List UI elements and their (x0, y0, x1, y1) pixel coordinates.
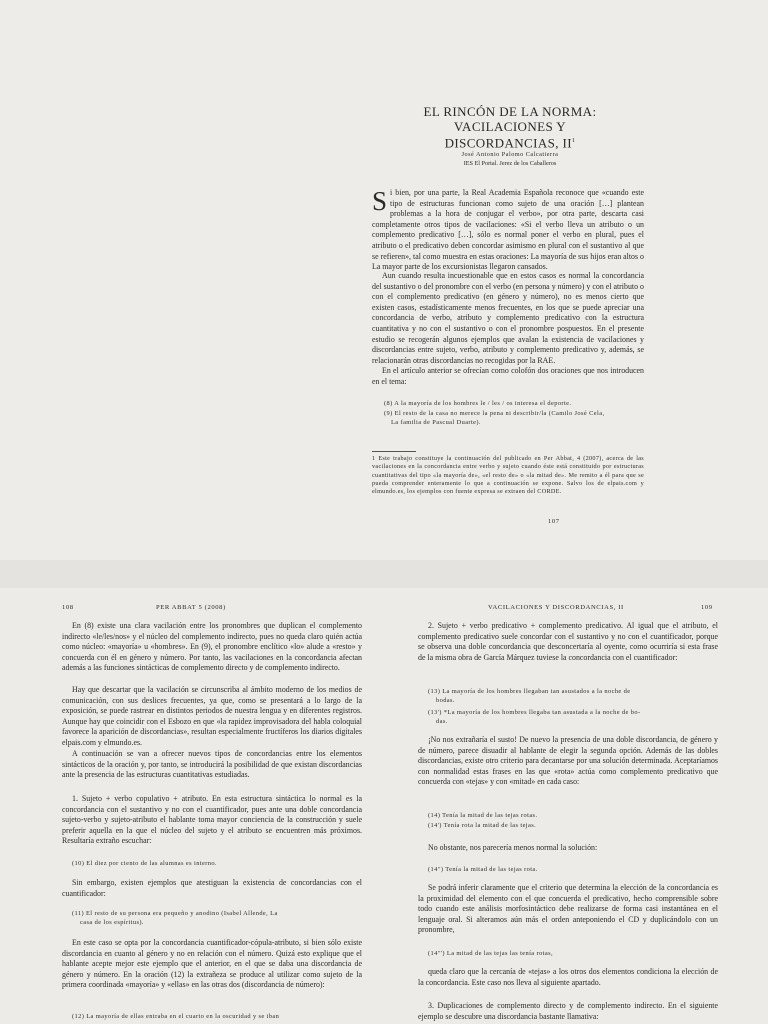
left-paragraph-5: Sin embargo, existen ejemplos que atestiguan la existencia de concordancias con el cuantificador: (62, 878, 362, 898)
example-9-line-2: La familia de Pascual Duarte). (391, 419, 481, 426)
example-9 (384, 409, 644, 427)
left-paragraph-2: Hay que descartar que la vacilación se circunscriba al ámbito moderno de los medios de comunicación, con sus deslices frecuentes, ya que, como se presentará a lo largo de la exposición, se puede rastrear en distintos periodos de nuestra lengua y en diferentes registros. Aunque hay que coincidir con el Esbozo en que «la rapidez improvisadora del habla coloquial favorece la aparición de discordancias», resultan especialmente fructíferos los diarios digitales elpais.com y elmundo.es. (62, 685, 362, 747)
title-line-2: VACILACIONES Y DISCORDANCIAS, II (444, 119, 572, 151)
right-paragraph-3: No obstante, nos parecería menos normal la solución: (428, 843, 598, 852)
example-14-triple-prime: (14''') La mitad de las tejas las tenía rotas, (428, 950, 553, 957)
paragraph-2: Aun cuando resulta incuestionable que en estos casos es normal la concordancia del sustantivo o del pronombre con el verbo (en persona y número) y con el atributo o con el complemento predicativo (en género y número), no es menos cierto que existen casos, estadísticamente menos frecuentes, en los que se puede apreciar una concordancia de verbo, atributo y complemento predicativo con la estructura cuantitativa y no con el sustantivo o con el pronombre pospuestos. En el presente estudio se recogerán algunos ejemplos que avalan la existencia de vacilaciones y discordancias entre sujeto, verbo, atributo y complemento predicativo y, además, se relacionarán otras discordancias no recogidas por la RAE. (372, 271, 644, 365)
right-paragraph-4: Se podrá inferir claramente que el criterio que determina la elección de la concordancia es la proximidad del elemento con el que concuerda el predicativo, hecho comprensible sobre todo cuando este análisis morfosintáctico debe realizarse de forma casi instantánea en el lenguaje oral. Si alteramos aún más el orden anteponiendo el CD y duplicándolo con un pronombre, (418, 883, 718, 935)
footnote-1: 1 Este trabajo constituye la continuación del publicado en Per Abbat, 4 (2007), acerca de las vacilaciones en la concordancia entre verbo y sujeto cuando éste está constituido por estructuras cuantitativas del tipo «la mayoría de», «el resto de» o «la mitad de». Me remito a él para que se pueda comprender enteramente lo que a continuación se expone. Salvo los de elpais.com y elmundo.es, los ejemplos con fuente expresa se extraen del CORDE. (372, 455, 644, 496)
example-13-prime (428, 708, 718, 726)
intro-paragraph (372, 188, 644, 273)
drop-cap: S (372, 186, 388, 216)
example-9-line-1: (9) El resto de la casa no merece la pena ni describir/la (Camilo José Cela, (384, 410, 605, 417)
right-paragraph-5: queda claro que la cercanía de «tejas» a los otros dos elementos condiciona la elección de la concordancia. Este caso nos lleva al siguiente apartado. (418, 967, 718, 987)
left-paragraph-4: 1. Sujeto + verbo copulativo + atributo. En esta estructura sintáctica lo normal es la concordancia con el sustantivo y no con el cuantificador, pues ante una doble concordancia sujeto-verbo y sujeto-atributo el hablante toma mayor conciencia de la construcción y suele preferir aquella en la que el núcleo del sujeto y el atributo se encuentren más próximos. Resultaría extraño escuchar: (62, 794, 362, 846)
author-name: José Antonio Palomo Calcatierra (461, 151, 559, 158)
example-11-line-2: casa de los espíritus). (80, 919, 144, 926)
left-paragraph-3: A continuación se van a ofrecer nuevos tipos de concordancias entre los elementos sintácticos de la oración y, por tanto, se introducirá la posibilidad de que existan discordancias ante la presencia de las estructuras cuantitativas estudiadas. (62, 749, 362, 780)
example-10: (10) El diez por ciento de las alumnas es interno. (72, 860, 217, 867)
article-title (400, 104, 620, 150)
example-13 (428, 687, 718, 705)
example-14-double-prime: (14'') Tenía la mitad de las tejas rota. (428, 866, 538, 873)
example-13-prime-line-1: (13') *La mayoría de los hombres llegaba tan asustada a la noche de bo- (428, 709, 641, 716)
paragraph-3: En el artículo anterior se ofrecían como colofón dos oraciones que nos introducen en el tema: (372, 366, 644, 386)
example-13-line-1: (13) La mayoría de los hombres llegaban tan asustados a la noche de (428, 688, 631, 695)
right-paragraph-1: 2. Sujeto + verbo predicativo + complemento predicativo. Al igual que el atributo, el complemento predicativo suele concordar con el sustantivo y no con el cuantificador, porque se observa una doble concordancia que desconcertaría al oyente, como ocurriría si esta frase de la misma obra de García Márquez tuviese la concordancia con el cuantificador: (418, 621, 718, 662)
example-11 (72, 909, 362, 927)
left-paragraph-6: En este caso se opta por la concordancia cuantificador-cópula-atributo, si bien sólo existe discordancia en cuanto al género y no en relación con el número. Quizá esto explique que el hablante acepte mejor este ejemplo que el anterior, en el que se daba una discordancia de género y número. En la oración (12) la extrañeza se produce al utilizar como sujeto de la primera coordinada «mayoría» y «ellas» en las otras dos (discordancia de número): (62, 938, 362, 990)
example-8: (8) A la mayoría de los hombres le / les / os interesa el deporte. (384, 400, 572, 407)
example-12: (12) La mayoría de ellas entraba en el cuarto en la oscuridad y se iban (72, 1013, 280, 1020)
intro-paragraph-text: i bien, por una parte, la Real Academia Española reconoce que «cuando este tipo de estructuras funcionan como sujeto de una oración […] plantean problemas a la hora de conjugar el verbo», por otra parte, descarta casi completamente otros tipos de vacilaciones: «Si el verbo lleva un atributo o un complemento predicativo […], sólo es normal poner el verbo en plural, pues el atributo o el predicativo deben concordar asimismo en plural con el sustantivo al que se refieren», tal como muestra en estas oraciones: La mayoría de sus hijos eran altos o La mayor parte de los excursionistas llegaron cansados. (372, 188, 644, 272)
page-number-107: 107 (548, 518, 560, 525)
title-line-1: EL RINCÓN DE LA NORMA: (423, 104, 597, 119)
title-footnote-mark: 1 (572, 138, 576, 144)
author-affiliation: IES El Portal. Jerez de los Caballeros (463, 160, 557, 167)
left-paragraph-1: En (8) existe una clara vacilación entre los pronombres que duplican el complemento indirecto «le/les/nos» y el núcleo del complemento indirecto, pues no queda claro quién actúa como núcleo: «mayoría» u «hombres». En (9), el pronombre enclítico «lo» alude a «resto» y concuerda con él en género y número. Por tanto, las vacilaciones en la concordancia afectan además a las funciones sintácticas de complemento directo y de complemento indirecto. (62, 621, 362, 673)
example-14: (14) Tenía la mitad de las tejas rotas. (428, 812, 538, 819)
example-14-prime: (14') Tenía rota la mitad de las tejas. (428, 822, 537, 829)
right-paragraph-2: ¡No nos extrañaría el susto! De nuevo la presencia de una doble discordancia, de género y de número, parece disuadir al hablante de elegir la segunda opción. Además de las dobles discordancias, existe otro criterio para decantarse por una solución determinada. Aceptaríamos con normalidad estas frases en las que «rota» actúa como complemento predicativo que concuerda con «tejas» y con «mitad» en cada caso: (418, 735, 718, 787)
page-gutter (0, 560, 768, 588)
page-number-108: 108 (62, 604, 74, 611)
running-head-left: PER ABBAT 5 (2008) (156, 604, 226, 611)
example-13-line-2: bodas. (436, 697, 455, 704)
example-13-prime-line-2: das. (436, 718, 448, 725)
example-11-line-1: (11) El resto de su persona era pequeño y anodino (Isabel Allende, La (72, 910, 278, 917)
right-paragraph-6: 3. Duplicaciones de complemento directo y de complemento indirecto. En el siguiente ejemplo se descubre una discordancia bastante llamativa: (418, 1001, 718, 1021)
running-head-right: VACILACIONES Y DISCORDANCIAS, II (488, 604, 624, 611)
page-number-109: 109 (701, 604, 713, 611)
footnote-rule (372, 451, 416, 452)
